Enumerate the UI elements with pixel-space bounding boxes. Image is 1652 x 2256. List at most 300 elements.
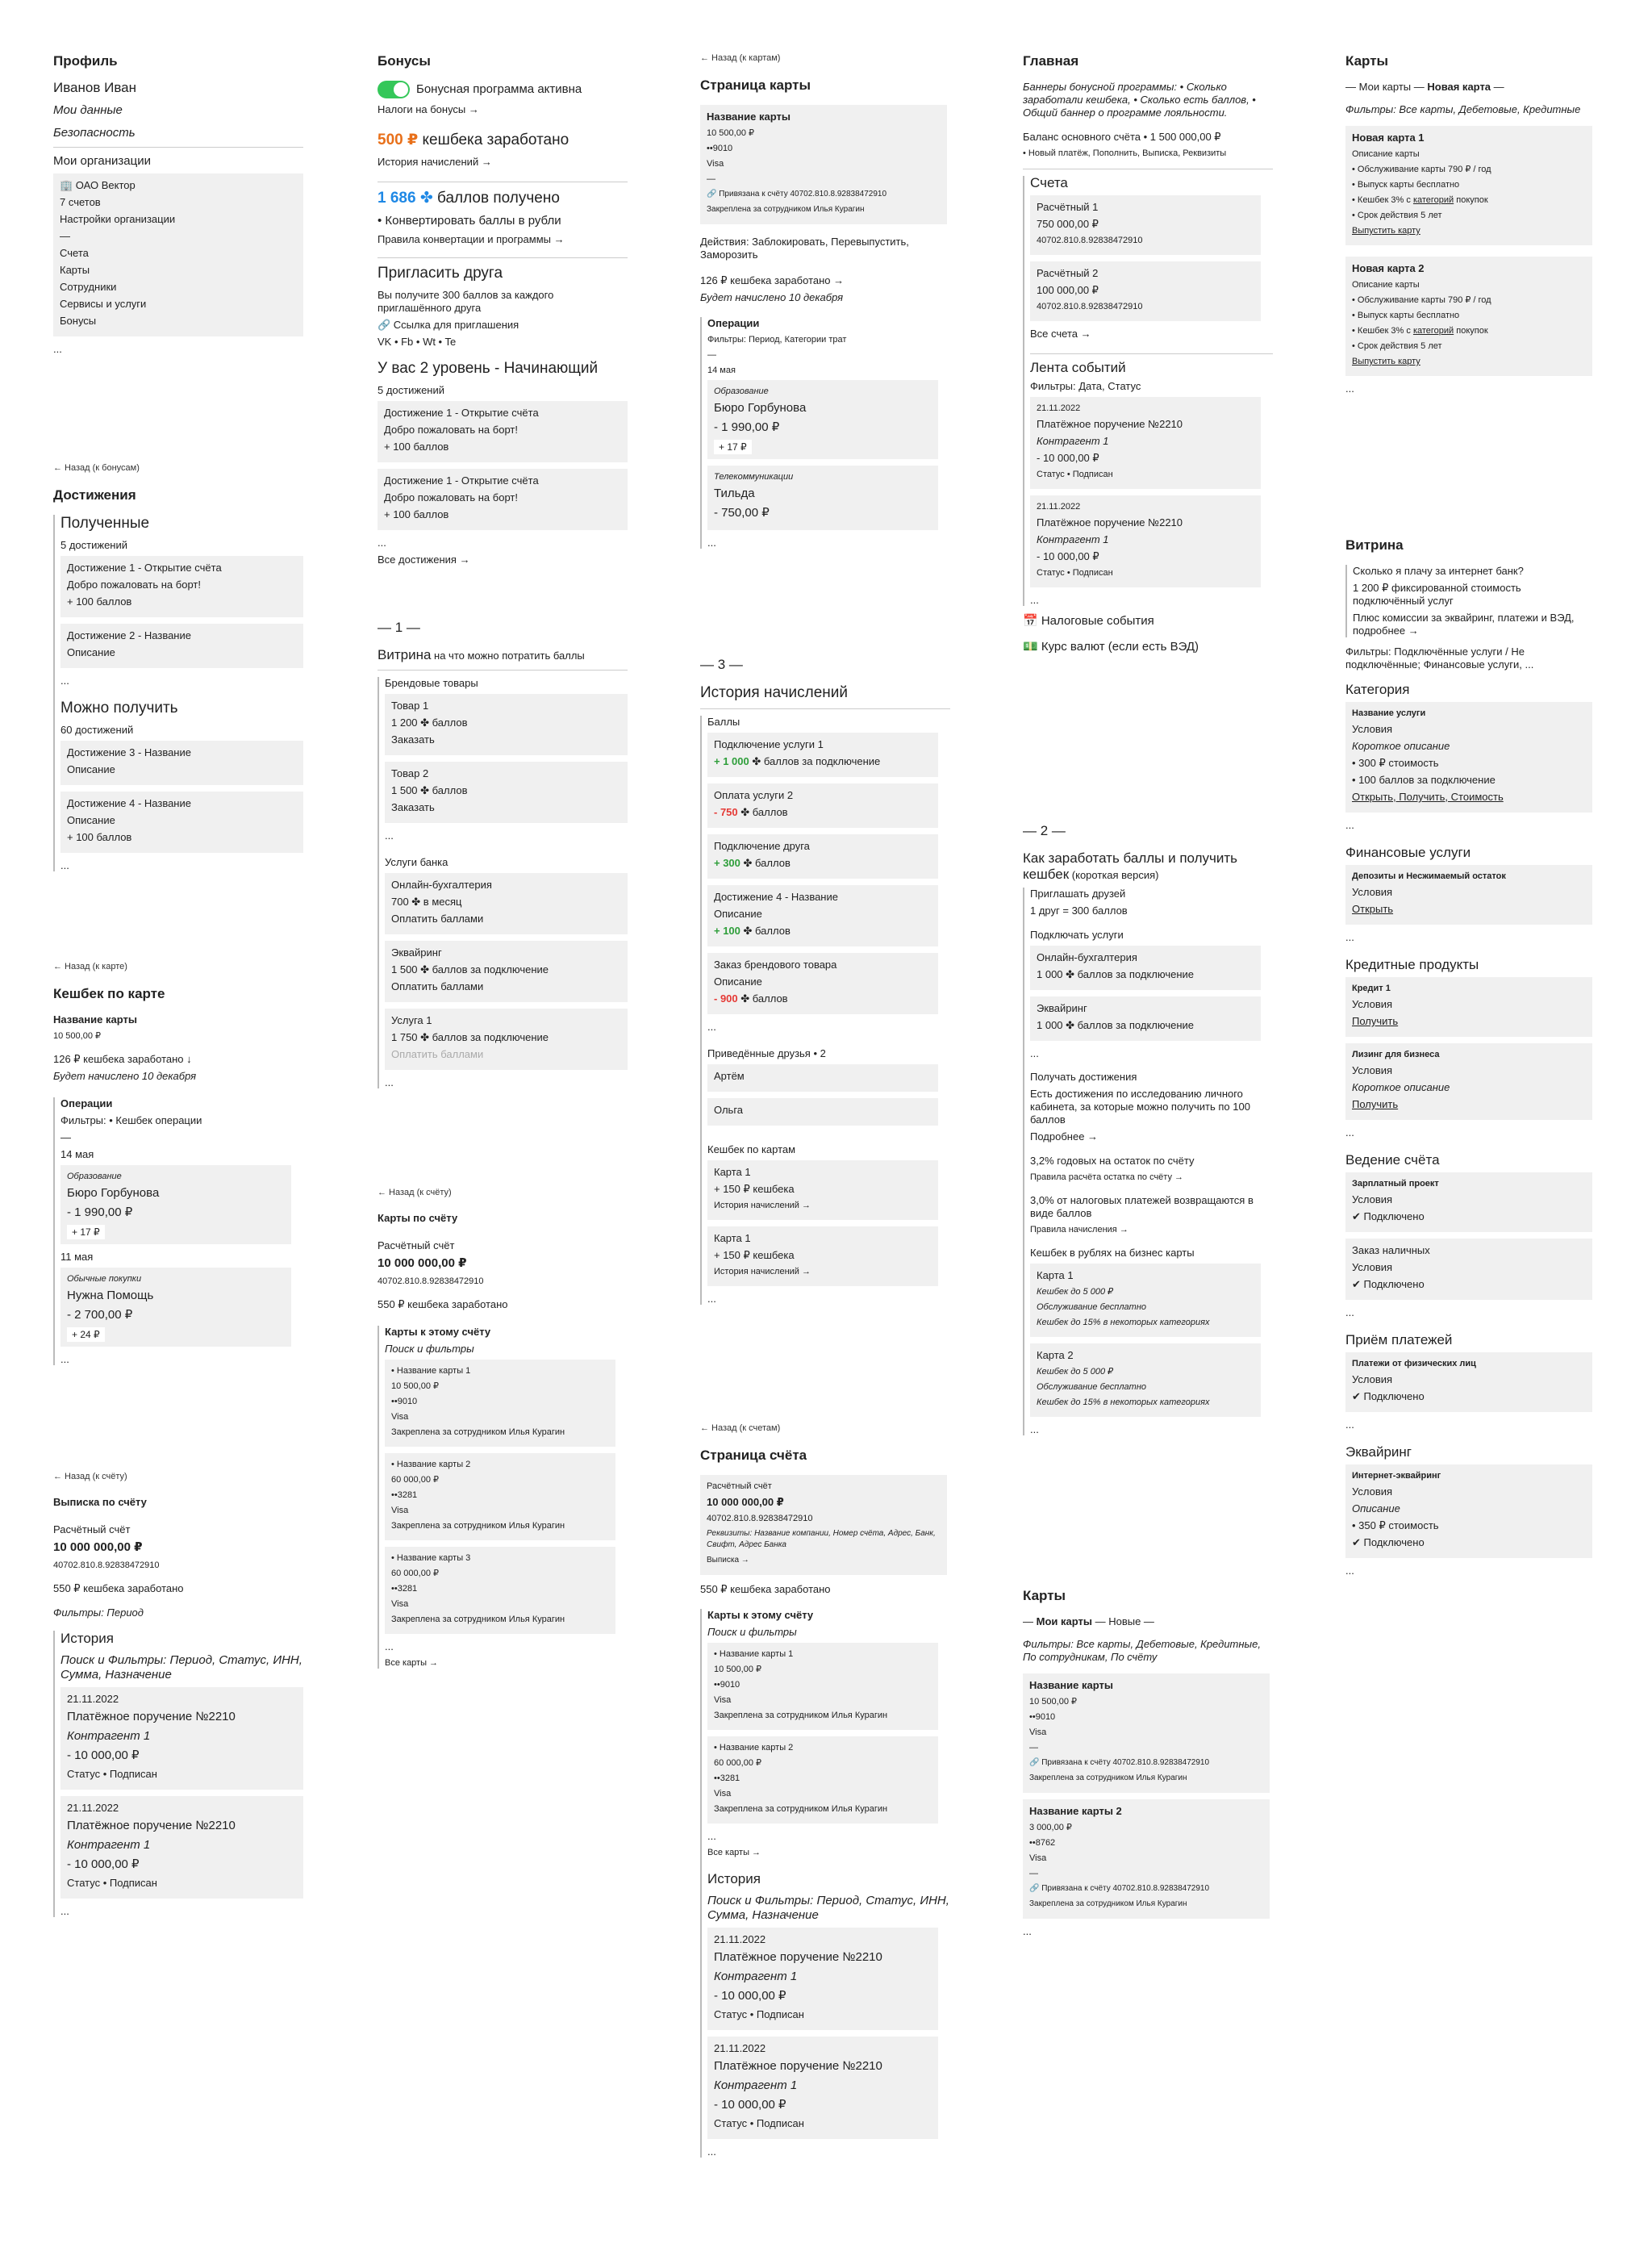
history-filters[interactable]: Поиск и Фильтры: Период, Статус, ИНН, Сумма, Назначение: [60, 1653, 302, 1682]
operation-row[interactable]: [707, 466, 938, 530]
operations-filters[interactable]: Фильтры: Период, Категории трат: [707, 335, 847, 345]
service-conditions[interactable]: Условия: [1352, 1064, 1393, 1076]
accrual-history-section: [700, 657, 950, 1310]
accrual-name: Подключение друга: [714, 840, 810, 852]
search-filters[interactable]: Поиск и фильтры: [385, 1343, 474, 1355]
card-feature: [1352, 194, 1586, 206]
accrual-amount: + 100: [714, 925, 740, 937]
accrual-unit: ✤ баллов: [740, 925, 791, 937]
statement-link[interactable]: Выписка →: [707, 1556, 749, 1565]
rate-rules-link[interactable]: Правила расчёта остатка по счёту →: [1030, 1172, 1184, 1182]
accrual-name: Оплата услуги 2: [714, 789, 794, 801]
showcase-filters[interactable]: Фильтры: Подключённые услуги / Не подключённые; Финансовые услуги, ...: [1345, 645, 1534, 671]
card-number: ••9010: [391, 1397, 418, 1406]
finance-title: Финансовые услуги: [1345, 845, 1471, 860]
payment-title: Платёжное поручение №2210: [67, 1710, 236, 1723]
invite-desc: Вы получите 300 баллов за каждого приглашённого друга: [378, 289, 554, 314]
account-balance: 750 000,00 ₽: [1037, 218, 1099, 230]
issue-card-button[interactable]: Выпустить карту: [1352, 226, 1420, 236]
service-points: 1 000 ✤ баллов за подключение: [1037, 968, 1195, 980]
card-cashback-row[interactable]: [707, 1226, 938, 1286]
achievement-card[interactable]: [60, 792, 303, 853]
service-conditions[interactable]: Условия: [1352, 1373, 1393, 1385]
achievement-desc: Добро пожаловать на борт!: [384, 491, 518, 503]
feature-text: • Кешбек 3% с: [1352, 195, 1413, 205]
more-dots: ...: [60, 1905, 69, 1917]
payment-row[interactable]: [707, 2037, 938, 2139]
achievement-card[interactable]: [60, 556, 303, 617]
achievement-name: Достижение 2 - Название: [67, 629, 191, 641]
services-title: Подключать услуги: [1030, 929, 1124, 941]
service-card[interactable]: [1345, 702, 1592, 813]
account-number: 40702.810.8.92838472910: [707, 1514, 813, 1523]
more-dots: ...: [60, 1353, 69, 1365]
account-page-section: [700, 1423, 950, 2162]
main-balance: Баланс основного счёта • 1 500 000,00 ₽: [1023, 131, 1221, 143]
operation-row[interactable]: [60, 1165, 291, 1244]
fx-rates-link[interactable]: 💵 Курс валют (если есть ВЭД): [1023, 640, 1199, 654]
payment-status: Статус • Подписан: [1037, 568, 1113, 578]
card-name: Карта 2: [1037, 1349, 1074, 1361]
cashback-earned: 550 ₽ кешбека заработано: [53, 1582, 184, 1594]
op-merchant: Бюро Горбунова: [714, 401, 807, 415]
cards-title: Карты по счёту: [378, 1212, 458, 1224]
card-desc: Описание карты: [1352, 149, 1420, 159]
service-card[interactable]: [1345, 1172, 1592, 1232]
achievement-desc: Описание: [67, 814, 115, 826]
card-feature: Кешбек до 15% в некоторых категориях: [1037, 1397, 1210, 1407]
new-card-offer[interactable]: [1345, 257, 1592, 376]
accrual-unit: ✤ баллов: [740, 857, 791, 869]
card-feature: • Обслуживание карты 790 ₽ / год: [1352, 295, 1491, 305]
service-conditions[interactable]: Условия: [1352, 1261, 1393, 1273]
op-sum: - 1 990,00 ₽: [67, 1205, 133, 1219]
accrual-amount: - 750: [714, 806, 738, 818]
service-conditions[interactable]: Условия: [1352, 998, 1393, 1010]
back-link[interactable]: ← Назад (к карте): [53, 962, 127, 971]
card-employee: Закреплена за сотрудником Илья Курагин: [714, 1804, 888, 1814]
payment-row[interactable]: [707, 1928, 938, 2030]
invite-link[interactable]: 🔗 Ссылка для приглашения: [378, 319, 519, 331]
service-name: Интернет-эквайринг: [1352, 1471, 1441, 1481]
card-page-section: [700, 53, 950, 554]
operation-row[interactable]: [60, 1268, 291, 1347]
achievements-title: Получать достижения: [1030, 1071, 1137, 1083]
order-button[interactable]: Заказать: [391, 733, 435, 746]
service-card[interactable]: [1345, 1464, 1592, 1558]
all-accounts-link[interactable]: Все счета →: [1030, 328, 1091, 340]
cards-title: Карты: [1023, 1588, 1066, 1603]
search-filters[interactable]: Поиск и фильтры: [707, 1626, 797, 1638]
card-system: Visa: [1029, 1728, 1047, 1737]
social-links[interactable]: VK • Fb • Wt • Te: [378, 336, 457, 348]
account-services-title: Ведение счёта: [1345, 1152, 1440, 1168]
card-name: Новая карта 1: [1352, 132, 1425, 144]
available-count: 60 достижений: [60, 724, 134, 736]
card-system: Visa: [707, 159, 724, 169]
divider: —: [60, 230, 70, 242]
service-card[interactable]: [1345, 1352, 1592, 1412]
back-link[interactable]: ← Назад (к бонусам): [53, 463, 140, 473]
service-card[interactable]: [1345, 865, 1592, 925]
payment-date: 21.11.2022: [67, 1693, 119, 1705]
service-price: • 350 ₽ стоимость: [1352, 1519, 1439, 1531]
get-button[interactable]: Получить: [1352, 1015, 1399, 1027]
service-price: 1 750 ✤ баллов за подключение: [391, 1031, 549, 1043]
cards-filters[interactable]: Фильтры: Все карты, Дебетовые, Кредитные, По сотрудникам, По счёту: [1023, 1638, 1261, 1663]
all-cards-link[interactable]: Все карты →: [385, 1658, 439, 1668]
more-dots: ...: [53, 343, 62, 355]
categories-link[interactable]: категорий: [1412, 195, 1454, 205]
linked-account[interactable]: 🔗 Привязана к счёту 40702.810.8.92838472910: [1029, 1758, 1210, 1767]
payment-counterparty: Контрагент 1: [67, 1729, 151, 1743]
account-number: 40702.810.8.92838472910: [53, 1560, 160, 1570]
account-label: Расчётный счёт: [707, 1481, 772, 1491]
payment-row[interactable]: [60, 1796, 303, 1899]
service-conditions[interactable]: Условия: [1352, 1485, 1393, 1498]
connected-status: ✔ Подключено: [1352, 1536, 1425, 1548]
profile-section: [53, 53, 303, 360]
more-dots: ...: [378, 537, 386, 549]
service-card[interactable]: [385, 1009, 628, 1070]
cards-tabs: [1345, 81, 1596, 94]
account-card: [700, 1475, 947, 1575]
card-item[interactable]: [707, 1643, 938, 1730]
quick-actions[interactable]: • Новый платёж, Пополнить, Выписка, Реквизиты: [1023, 148, 1227, 158]
account-balance: 10 000 000,00 ₽: [707, 1496, 784, 1508]
cashback-link[interactable]: 126 ₽ кешбека заработано →: [700, 274, 845, 286]
statement-section: [53, 1472, 303, 1922]
payment-title: Платёжное поручение №2210: [1037, 516, 1183, 528]
achievement-name: Достижение 1 - Открытие счёта: [384, 474, 539, 487]
tab-new[interactable]: — Новые —: [1091, 1615, 1154, 1627]
history-link[interactable]: История начислений →: [378, 156, 492, 168]
accrual-desc: Описание: [714, 908, 762, 920]
card-cashback-row[interactable]: [707, 1160, 938, 1220]
operations-title: Операции: [707, 317, 760, 329]
service-price: 1 500 ✤ баллов за подключение: [391, 963, 549, 976]
banners-note: Баннеры бонусной программы: • Сколько заработали кешбека, • Сколько есть баллов, • Общий баннер о программе лояльности.: [1023, 81, 1256, 119]
service-name: Название услуги: [1352, 708, 1426, 718]
service-card[interactable]: [1345, 1239, 1592, 1300]
accrual-amount: + 300: [714, 857, 740, 869]
card-feature: • Выпуск карты бесплатно: [1352, 311, 1460, 320]
card-item[interactable]: [385, 1547, 615, 1634]
card-balance: 10 500,00 ₽: [1029, 1697, 1077, 1707]
friend-row[interactable]: [707, 1098, 938, 1126]
service-conditions[interactable]: Условия: [1352, 1193, 1393, 1205]
card-offer[interactable]: [1030, 1264, 1261, 1337]
issue-card-button[interactable]: Выпустить карту: [1352, 357, 1420, 366]
bonuses-title: Бонусы: [378, 53, 431, 69]
divider: —: [707, 174, 715, 184]
cashback-earned[interactable]: 126 ₽ кешбека заработано ↓: [53, 1053, 192, 1065]
history-link[interactable]: История начислений →: [714, 1201, 811, 1210]
card-employee: Закреплена за сотрудником Илья Курагин: [1029, 1773, 1187, 1782]
account-item[interactable]: [1030, 261, 1261, 321]
card-name: • Название карты 2: [391, 1460, 471, 1469]
how-subtitle: (короткая версия): [1069, 869, 1159, 881]
card-offer[interactable]: [1030, 1343, 1261, 1417]
op-merchant: Тильда: [714, 487, 755, 500]
service-card[interactable]: [1345, 1043, 1592, 1120]
card-item[interactable]: [1023, 1673, 1270, 1793]
service-name: Лизинг для бизнеса: [1352, 1050, 1440, 1059]
achievement-name: Достижение 1 - Открытие счёта: [384, 407, 539, 419]
tab-new-card[interactable]: Новая карта: [1427, 81, 1491, 93]
op-sum: - 2 700,00 ₽: [67, 1308, 133, 1322]
org-settings-link[interactable]: Настройки организации: [60, 213, 176, 225]
more-link[interactable]: Подробнее →: [1030, 1130, 1099, 1143]
service-desc: Короткое описание: [1352, 740, 1450, 752]
friend-name: Ольга: [714, 1104, 744, 1116]
fee-question: Сколько я плачу за интернет банк?: [1353, 565, 1524, 577]
linked-account[interactable]: 🔗 Привязана к счёту 40702.810.8.92838472910: [707, 190, 887, 198]
how-to-earn-section: [1023, 823, 1273, 1440]
section-number: — 1 —: [378, 620, 420, 635]
card-name: Название карты 2: [1029, 1805, 1122, 1817]
linked-account[interactable]: 🔗 Привязана к счёту 40702.810.8.92838472910: [1029, 1884, 1210, 1893]
feed-filters[interactable]: Фильтры: Дата, Статус: [1030, 380, 1141, 392]
menu-accounts[interactable]: Счета: [60, 247, 89, 259]
card-number: ••8762: [1029, 1838, 1056, 1848]
statement-title: Выписка по счёту: [53, 1496, 147, 1508]
card-system: Visa: [391, 1412, 409, 1422]
payment-counterparty: Контрагент 1: [1037, 435, 1109, 447]
friends-title: Приведённые друзья • 2: [707, 1047, 826, 1059]
product-card[interactable]: [385, 762, 628, 823]
payment-counterparty: Контрагент 1: [67, 1838, 151, 1852]
service-conditions[interactable]: Условия: [1352, 886, 1393, 898]
showcase-subtitle: на что можно потратить баллы: [431, 650, 585, 662]
card-item[interactable]: [1023, 1799, 1270, 1919]
menu-cards[interactable]: Карты: [60, 264, 90, 276]
card-feature: Кешбек до 5 000 ₽: [1037, 1287, 1114, 1297]
op-category: Образование: [714, 386, 769, 396]
cashback-future: Будет начислено 10 декабря: [53, 1070, 197, 1082]
more-dots: ...: [1345, 931, 1354, 943]
my-data-link[interactable]: Мои данные: [53, 103, 123, 117]
payment-date: 21.11.2022: [714, 2042, 766, 2054]
tab-my-cards[interactable]: — Мои карты —: [1345, 81, 1428, 93]
divider: —: [1029, 1743, 1038, 1753]
level-title: У вас 2 уровень - Начинающий: [378, 360, 599, 377]
interest-rate: 3,2% годовых на остаток по счёту: [1030, 1155, 1195, 1167]
feature-text: покупок: [1454, 195, 1488, 205]
all-achievements-link[interactable]: Все достижения →: [378, 554, 470, 566]
payment-date: 21.11.2022: [1037, 502, 1081, 512]
card-feature: Кешбек до 5 000 ₽: [1037, 1367, 1114, 1377]
operations-title: Операции: [60, 1097, 113, 1109]
account-name: Расчётный 2: [1037, 267, 1099, 279]
org-card: [53, 173, 303, 336]
tax-rules-link[interactable]: Правила начисления →: [1030, 1225, 1128, 1235]
card-actions[interactable]: Действия: Заблокировать, Перевыпустить, Заморозить: [700, 236, 909, 261]
connected-status: ✔ Подключено: [1352, 1210, 1425, 1222]
new-card-offer[interactable]: [1345, 126, 1592, 245]
payment-counterparty: Контрагент 1: [1037, 533, 1109, 545]
op-category: Обычные покупки: [67, 1274, 142, 1284]
op-sum: - 1 990,00 ₽: [714, 420, 780, 434]
tab-my-cards[interactable]: Мои карты: [1036, 1615, 1092, 1627]
accrual-row[interactable]: [707, 834, 938, 879]
more-dots: ...: [707, 1293, 716, 1305]
open-button[interactable]: Открыть: [1352, 903, 1394, 915]
account-number: 40702.810.8.92838472910: [1037, 236, 1143, 245]
payment-title: Платёжное поручение №2210: [1037, 418, 1183, 430]
program-toggle[interactable]: [378, 81, 410, 98]
tax-events-link[interactable]: 📅 Налоговые события: [1023, 614, 1154, 628]
menu-services[interactable]: Сервисы и услуги: [60, 298, 147, 310]
fee-more-link[interactable]: Плюс комиссии за эквайринг, платежи и ВЭД, подробнее →: [1353, 612, 1575, 637]
filters[interactable]: Фильтры: Период: [53, 1606, 144, 1619]
more-dots: ...: [60, 859, 69, 871]
section-number: — 3 —: [700, 657, 743, 672]
payment-sum: - 10 000,00 ₽: [67, 1748, 140, 1762]
service-name: Платежи от физических лиц: [1352, 1359, 1476, 1368]
category-title: Категория: [1345, 682, 1410, 697]
divider: —: [60, 1131, 71, 1143]
op-merchant: Бюро Горбунова: [67, 1186, 160, 1200]
accrual-desc: Описание: [714, 976, 762, 988]
more-dots: ...: [385, 829, 394, 842]
more-dots: ...: [1345, 819, 1354, 831]
service-card[interactable]: [385, 873, 628, 934]
feed-row[interactable]: [1030, 495, 1261, 587]
card-system: Visa: [391, 1506, 409, 1515]
achievement-card[interactable]: [378, 469, 628, 530]
all-cards-link[interactable]: Все карты →: [707, 1848, 761, 1857]
card-number: ••9010: [1029, 1712, 1056, 1722]
accrual-row[interactable]: [707, 733, 938, 777]
invite-rate: 1 друг = 300 баллов: [1030, 904, 1128, 917]
op-category: Телекоммуникации: [714, 472, 794, 482]
card-item[interactable]: [707, 1736, 938, 1824]
cards-filters[interactable]: Фильтры: Все карты, Дебетовые, Кредитные: [1345, 103, 1581, 115]
payment-status: Статус • Подписан: [67, 1877, 157, 1889]
friend-row[interactable]: [707, 1064, 938, 1092]
convert-link[interactable]: • Конвертировать баллы в рубли: [378, 214, 561, 228]
card-system: Visa: [714, 1789, 732, 1799]
card-cashback-title: Кешбек по картам: [707, 1143, 796, 1155]
account-balance: 100 000,00 ₽: [1037, 284, 1099, 296]
service-card[interactable]: [1030, 946, 1261, 990]
card-employee: Закреплена за сотрудником Илья Курагин: [391, 1427, 565, 1437]
back-link[interactable]: ← Назад (к картам): [700, 53, 781, 63]
service-card[interactable]: [1345, 977, 1592, 1037]
card-cashback-title: Кешбек в рублях на бизнес карты: [1030, 1247, 1195, 1259]
menu-bonuses[interactable]: Бонусы: [60, 315, 97, 327]
account-item[interactable]: [1030, 195, 1261, 255]
achievement-card[interactable]: [60, 741, 303, 785]
card-feature: • Выпуск карты бесплатно: [1352, 180, 1460, 190]
card-employee: Закреплена за сотрудником Илья Курагин: [1029, 1899, 1187, 1908]
bonuses-section: [378, 53, 628, 570]
achievement-points: + 100 баллов: [67, 595, 132, 608]
card-desc: Описание карты: [1352, 280, 1420, 290]
order-button[interactable]: Заказать: [391, 801, 435, 813]
operations-filters[interactable]: Фильтры: • Кешбек операции: [60, 1114, 202, 1126]
invite-title: Приглашать друзей: [1030, 888, 1126, 900]
service-card[interactable]: [385, 941, 628, 1002]
rules-link[interactable]: Правила конвертации и программы →: [378, 233, 565, 245]
service-actions[interactable]: Открыть, Получить, Стоимость: [1352, 791, 1504, 803]
service-card[interactable]: [1030, 996, 1261, 1041]
account-number: 40702.810.8.92838472910: [1037, 302, 1143, 311]
categories-link[interactable]: категорий: [1412, 326, 1454, 336]
pay-with-points-button[interactable]: Оплатить баллами: [391, 913, 484, 925]
account-name: Расчётный 1: [1037, 201, 1099, 213]
service-price: • 300 ₽ стоимость: [1352, 757, 1439, 769]
card-details: [700, 105, 947, 224]
accrual-row[interactable]: [707, 783, 938, 828]
achievement-points: + 100 баллов: [384, 441, 449, 453]
feed-row[interactable]: [1030, 397, 1261, 489]
back-link[interactable]: ← Назад (к счёту): [53, 1472, 127, 1481]
card-name: Карта 1: [714, 1166, 751, 1178]
card-feature: • Обслуживание карты 790 ₽ / год: [1352, 165, 1491, 174]
more-dots: ...: [707, 1830, 716, 1842]
orgs-title: Мои организации: [53, 154, 151, 168]
accrual-name: Подключение услуги 1: [714, 738, 824, 750]
history-filters[interactable]: Поиск и Фильтры: Период, Статус, ИНН, Сумма, Назначение: [707, 1894, 949, 1922]
menu-employees[interactable]: Сотрудники: [60, 281, 117, 293]
showcase-points-section: [378, 620, 628, 1093]
more-dots: ...: [1030, 1423, 1039, 1435]
card-item[interactable]: [385, 1453, 615, 1540]
service-conditions[interactable]: Условия: [1352, 723, 1393, 735]
payment-row[interactable]: [60, 1687, 303, 1790]
account-balance: 10 000 000,00 ₽: [53, 1540, 143, 1554]
operation-row[interactable]: [707, 380, 938, 459]
achievement-card[interactable]: [378, 401, 628, 462]
service-points: 1 000 ✤ баллов за подключение: [1037, 1019, 1195, 1031]
achievements-desc: Есть достижения по исследованию личного кабинета, за которые можно получить по 100 баллов: [1030, 1088, 1250, 1126]
payment-sum: - 10 000,00 ₽: [714, 2098, 786, 2112]
security-link[interactable]: Безопасность: [53, 126, 136, 140]
feed-title: Лента событий: [1030, 360, 1126, 375]
payments-title: Приём платежей: [1345, 1332, 1453, 1347]
org-accounts: 7 счетов: [60, 196, 101, 208]
more-dots: ...: [385, 1076, 394, 1088]
history-link[interactable]: История начислений →: [714, 1267, 811, 1276]
new-cards-section: [1345, 53, 1596, 399]
card-balance: 60 000,00 ₽: [391, 1475, 439, 1485]
accrual-row[interactable]: [707, 885, 938, 946]
accrual-row[interactable]: [707, 953, 938, 1014]
tax-link[interactable]: Налоги на бонусы →: [378, 103, 479, 115]
pay-with-points-button[interactable]: Оплатить баллами: [391, 980, 484, 992]
divider: —: [707, 350, 716, 360]
tax-return: 3,0% от налоговых платежей возвращаются в виде баллов: [1030, 1194, 1254, 1219]
cashback-label: кешбека заработано: [418, 132, 569, 148]
card-balance: 10 500,00 ₽: [53, 1031, 101, 1041]
product-card[interactable]: [385, 694, 628, 755]
payment-sum: - 10 000,00 ₽: [67, 1857, 140, 1871]
card-name: Карта 1: [714, 1232, 751, 1244]
back-link[interactable]: ← Назад (к счетам): [700, 1423, 781, 1433]
more-dots: ...: [1345, 1418, 1354, 1431]
achievement-card[interactable]: [60, 624, 303, 668]
cashback-earned: 550 ₽ кешбека заработано: [700, 1583, 831, 1595]
cashback-future: Будет начислено 10 декабря: [700, 291, 844, 303]
more-dots: ...: [707, 537, 716, 549]
org-name[interactable]: 🏢 ОАО Вектор: [60, 179, 136, 191]
back-link[interactable]: ← Назад (к счёту): [378, 1188, 452, 1197]
get-button[interactable]: Получить: [1352, 1098, 1399, 1110]
card-item[interactable]: [385, 1360, 615, 1447]
home-title: Главная: [1023, 53, 1079, 69]
